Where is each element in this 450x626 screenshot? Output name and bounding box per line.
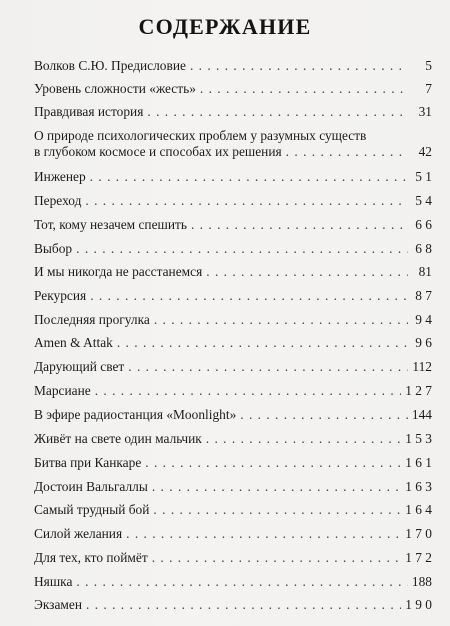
toc-page-number: 1 6 3 bbox=[405, 479, 432, 494]
toc-page-number: 6 8 bbox=[415, 241, 432, 256]
toc-entry bbox=[34, 288, 432, 304]
dot-leader bbox=[152, 550, 402, 566]
toc-entry bbox=[34, 383, 432, 399]
toc-entry bbox=[34, 574, 432, 590]
toc-page-number: 144 bbox=[411, 407, 432, 422]
dot-leader bbox=[85, 193, 408, 209]
toc-entry-title: Волков С.Ю. Предисловие bbox=[34, 58, 186, 73]
toc-entry-title: Няшка bbox=[34, 574, 73, 589]
toc-page-number: 1 6 4 bbox=[405, 502, 432, 517]
page-title: СОДЕРЖАНИЕ bbox=[138, 14, 312, 39]
toc-entry-title-line1: О природе психологических проблем у разумных существ bbox=[34, 128, 367, 143]
toc-entry-title: Экзамен bbox=[34, 597, 82, 612]
toc-page-number: 31 bbox=[418, 104, 432, 119]
dot-leader bbox=[95, 383, 402, 399]
toc-page-number: 7 bbox=[425, 81, 432, 96]
toc-page-number: 9 4 bbox=[415, 312, 432, 327]
toc-page-number: 6 6 bbox=[415, 217, 432, 232]
dot-leader bbox=[128, 359, 408, 375]
toc-entry bbox=[34, 526, 432, 542]
toc-page-number: 1 6 1 bbox=[405, 455, 432, 470]
dot-leader bbox=[117, 335, 408, 351]
toc-entry-title: в глубоком космосе и способах их решения bbox=[34, 144, 282, 159]
toc-entry bbox=[34, 455, 432, 471]
dot-leader bbox=[76, 241, 408, 257]
dot-leader bbox=[152, 479, 401, 495]
toc-entry bbox=[34, 193, 432, 209]
toc-page-number: 42 bbox=[418, 144, 432, 159]
dot-leader bbox=[240, 407, 408, 423]
toc-entry-title: Выбор bbox=[34, 241, 73, 256]
toc-entry bbox=[34, 312, 432, 328]
toc-page-number: 112 bbox=[412, 359, 432, 374]
dot-leader bbox=[200, 81, 408, 97]
toc-page-number: 8 7 bbox=[415, 288, 432, 303]
toc-entry-title: Живёт на свете один мальчик bbox=[34, 431, 202, 446]
toc-page-number: 5 1 bbox=[415, 169, 432, 184]
dot-leader bbox=[206, 264, 408, 280]
toc-entry-title: Силой желания bbox=[34, 526, 123, 541]
toc-entry-title: Марсиане bbox=[34, 383, 91, 398]
toc-entry bbox=[34, 431, 432, 447]
toc-entry-title: В эфире радиостанция «Moonlight» bbox=[34, 407, 237, 422]
toc-page-number: 5 4 bbox=[415, 193, 432, 208]
toc-entry-title: Правдивая история bbox=[34, 104, 144, 119]
toc-entry bbox=[34, 479, 432, 495]
toc-entry bbox=[34, 81, 432, 97]
dot-leader bbox=[76, 574, 408, 590]
toc-entry-title: Тот, кому незачем спешить bbox=[34, 217, 187, 232]
toc-entry-title: Переход bbox=[34, 193, 82, 208]
toc-page-number: 1 7 2 bbox=[405, 550, 432, 565]
toc-entry-title: И мы никогда не расстанемся bbox=[34, 264, 203, 279]
toc-entry-title: Битва при Канкаре bbox=[34, 455, 142, 470]
toc-page-number: 188 bbox=[411, 574, 432, 589]
dot-leader bbox=[90, 288, 408, 304]
dot-leader bbox=[145, 455, 401, 471]
toc-entry bbox=[34, 502, 432, 518]
dot-leader bbox=[206, 431, 401, 447]
toc-entry bbox=[34, 58, 432, 74]
dot-leader bbox=[286, 144, 408, 160]
toc-entry-title: Достоин Вальгаллы bbox=[34, 479, 148, 494]
toc-entry-title: Последняя прогулка bbox=[34, 312, 150, 327]
toc-entry-title: Дарующий свет bbox=[34, 359, 125, 374]
toc-entry-title: Самый трудный бой bbox=[34, 502, 150, 517]
toc-entry-title: Для тех, кто поймёт bbox=[34, 550, 148, 565]
dot-leader bbox=[126, 526, 401, 542]
dot-leader bbox=[190, 58, 408, 74]
toc-entry bbox=[34, 359, 432, 375]
toc-entry bbox=[34, 169, 432, 185]
dot-leader bbox=[86, 597, 401, 613]
toc-entry bbox=[34, 104, 432, 120]
toc-entry bbox=[34, 597, 432, 613]
toc-page-number: 5 bbox=[425, 58, 432, 73]
toc-entry bbox=[34, 264, 432, 280]
toc-entry-title: Уровень сложности «жесть» bbox=[34, 81, 196, 96]
toc-page-number: 1 2 7 bbox=[405, 383, 432, 398]
toc-entry bbox=[34, 128, 432, 160]
toc-entry-title: Рекурсия bbox=[34, 288, 87, 303]
dot-leader bbox=[153, 502, 401, 518]
toc-page-number: 9 6 bbox=[415, 335, 432, 350]
dot-leader bbox=[147, 104, 408, 120]
toc-entry bbox=[34, 407, 432, 423]
toc-entry-title: Amen & Attak bbox=[34, 335, 113, 350]
toc-page-number: 1 5 3 bbox=[405, 431, 432, 446]
toc-entry bbox=[34, 550, 432, 566]
toc-page-number: 81 bbox=[418, 264, 432, 279]
toc-entry bbox=[34, 241, 432, 257]
dot-leader bbox=[90, 169, 408, 185]
toc-entry-title: Инженер bbox=[34, 169, 86, 184]
toc-page-number: 1 9 0 bbox=[405, 597, 432, 612]
dot-leader bbox=[191, 217, 408, 233]
toc-page-number: 1 7 0 bbox=[405, 526, 432, 541]
toc-entry bbox=[34, 217, 432, 233]
toc-entry bbox=[34, 335, 432, 351]
dot-leader bbox=[154, 312, 408, 328]
